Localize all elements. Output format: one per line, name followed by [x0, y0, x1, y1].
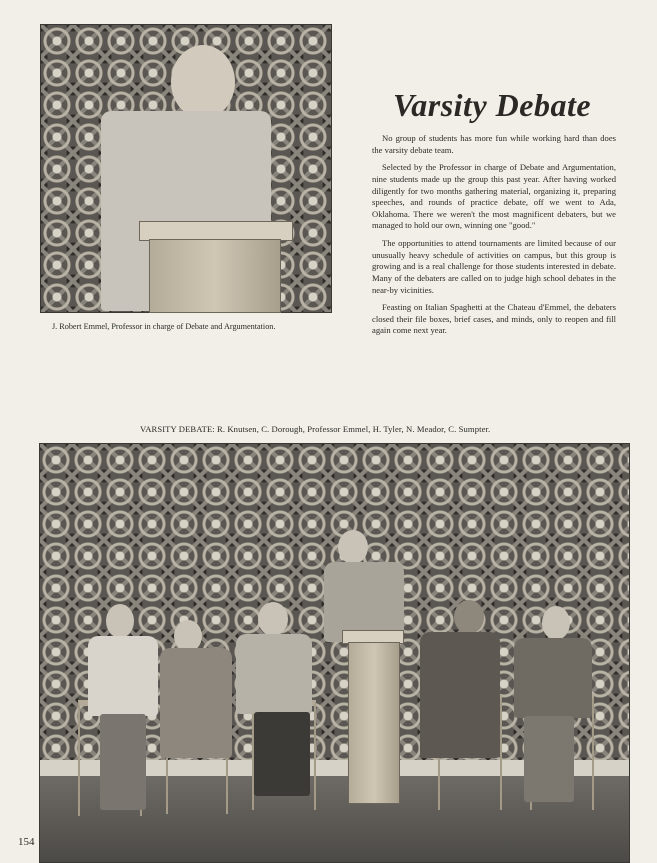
- group-caption: VARSITY DEBATE: R. Knutsen, C. Dorough, Professor Emmel, H. Tyler, N. Meador, C. Sumpter.: [140, 424, 491, 434]
- student-head: [106, 604, 134, 638]
- student-dress: [160, 648, 232, 758]
- page-number: 154: [18, 836, 35, 848]
- professor-head: [258, 602, 288, 636]
- student-legs: [524, 716, 574, 802]
- article-paragraph: No group of students has more fun while working hard than does the varsity debate team.: [372, 133, 616, 155]
- student-dress: [420, 632, 500, 758]
- student-jacket: [514, 638, 592, 718]
- lectern: [149, 239, 281, 313]
- group-photo: [39, 443, 630, 863]
- student-head: [542, 606, 570, 640]
- article-paragraph: Feasting on Italian Spaghetti at the Chateau d'Emmel, the debaters closed their file boxes, brief cases, and minds, only to reopen and fill again come next year.: [372, 302, 616, 336]
- lectern-top: [139, 221, 293, 241]
- student-head: [454, 600, 484, 634]
- article-paragraph: The opportunities to attend tournaments are limited because of our unusually heavy schedule of activities on campus, but this group is growing and is a real challenge for those students interested in debate. Many of the debaters are called on to judge high school debates in the near-by vicinities.: [372, 238, 616, 295]
- article-paragraph: Selected by the Professor in charge of Debate and Argumentation, nine students made up the group this past year. After having worked diligently for two months gathering material, organizing it, preparing speeches, and rounds of practice debate, off we went to Ada, Oklahoma. There we weren't the most magnificent debaters, but we managed to hold our own, winning one "good.": [372, 162, 616, 231]
- student-legs: [100, 714, 146, 810]
- podium: [348, 642, 400, 804]
- professor-caption: J. Robert Emmel, Professor in charge of Debate and Argumentation.: [52, 322, 276, 331]
- professor-photo: [40, 24, 332, 313]
- professor-head: [171, 45, 235, 119]
- professor-legs: [254, 712, 310, 796]
- professor-jacket: [236, 634, 312, 714]
- student-head: [338, 530, 368, 564]
- article-body: [372, 133, 616, 343]
- student-shirt: [88, 636, 158, 716]
- page-title: Varsity Debate: [392, 87, 592, 124]
